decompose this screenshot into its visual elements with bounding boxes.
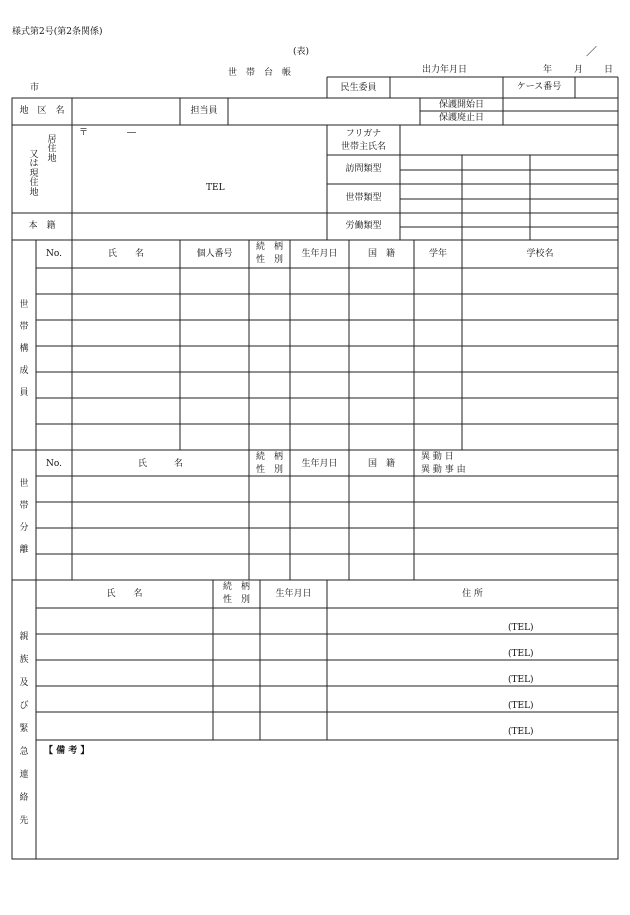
members-birth-header: 生年月日 — [301, 249, 338, 259]
labor-type-label: 労働類型 — [345, 221, 382, 231]
relative-tel-label: (TEL) — [508, 701, 534, 711]
relative-tel-label: (TEL) — [508, 727, 534, 737]
month-label: 月 — [574, 65, 584, 75]
district-field[interactable] — [73, 99, 179, 124]
members-sex-header: 性 別 — [255, 255, 283, 265]
welfare-officer-label: 民生委員 — [340, 83, 377, 93]
members-no-header: No. — [46, 249, 62, 259]
separated-section-label: 世 帯 分 離 — [19, 479, 29, 555]
separated-no-header: No. — [46, 459, 62, 469]
address-tel-label: TEL — [206, 183, 225, 193]
address-label-line1: 又 は 現 住 地 — [29, 150, 39, 198]
case-number-field[interactable] — [575, 78, 617, 97]
separated-relation-header: 続 柄 — [255, 452, 283, 462]
relatives-name-header: 氏 名 — [106, 589, 143, 599]
relatives-relation-header: 続 柄 — [222, 582, 250, 592]
relatives-birth-header: 生年月日 — [275, 589, 312, 599]
members-my-number-header: 個人番号 — [196, 249, 233, 259]
members-section-label: 世 帯 構 成 員 — [19, 300, 29, 398]
separated-table-body[interactable] — [37, 477, 617, 579]
district-label: 地 区 名 — [19, 106, 65, 116]
year-label: 年 — [543, 65, 553, 75]
relatives-section-label: 親 族 及 び 緊 急 連 絡 先 — [19, 632, 29, 826]
honseki-field[interactable] — [73, 214, 326, 239]
household-type-label: 世帯類型 — [345, 193, 382, 203]
city-label: 市 — [30, 83, 40, 93]
day-label: 日 — [604, 65, 614, 75]
postal-dash: ― — [127, 128, 136, 138]
remarks-field[interactable] — [37, 760, 617, 858]
relatives-address-header: 住 所 — [462, 589, 483, 599]
welfare-officer-field[interactable] — [390, 78, 503, 97]
relatives-sex-header: 性 別 — [222, 595, 250, 605]
output-date-label: 出力年月日 — [422, 65, 468, 75]
slash-mark: ／ — [586, 45, 597, 58]
separated-nationality-header: 国 籍 — [367, 459, 395, 469]
members-nationality-header: 国 籍 — [367, 249, 395, 259]
relative-tel-label: (TEL) — [508, 623, 534, 633]
form-title: 世 帯 台 帳 — [228, 68, 292, 78]
separated-change-date-header: 異 動 日 — [421, 452, 454, 462]
members-name-header: 氏 名 — [107, 249, 144, 259]
form-side-label: (表) — [293, 47, 310, 57]
relatives-table-body[interactable] — [37, 609, 617, 739]
postal-mark: 〒 — [79, 128, 89, 138]
protection-end-label: 保護廃止日 — [438, 113, 484, 123]
visit-type-label: 訪問類型 — [345, 164, 382, 174]
members-table-body[interactable] — [37, 269, 617, 449]
protection-start-field[interactable] — [504, 99, 617, 110]
case-number-label: ケース番号 — [516, 82, 562, 92]
remarks-label: 【 備 考 】 — [44, 746, 90, 756]
relative-tel-label: (TEL) — [508, 649, 534, 659]
relative-tel-label: (TEL) — [508, 675, 534, 685]
address-field[interactable] — [73, 126, 326, 212]
head-name-label: 世帯主氏名 — [340, 142, 386, 152]
members-relation-header: 続 柄 — [255, 242, 283, 252]
separated-name-header: 氏 名 — [137, 459, 183, 469]
caseworker-label: 担当員 — [190, 106, 218, 116]
separated-change-reason-header: 異 動 事 由 — [421, 465, 466, 475]
furigana-label: フリガナ — [345, 129, 382, 139]
members-grade-header: 学年 — [428, 249, 447, 259]
protection-end-field[interactable] — [504, 112, 617, 124]
caseworker-field[interactable] — [229, 99, 419, 124]
address-label-line2: 居 住 地 — [47, 135, 57, 164]
protection-start-label: 保護開始日 — [438, 100, 484, 110]
honseki-label: 本 籍 — [28, 221, 56, 231]
separated-birth-header: 生年月日 — [301, 459, 338, 469]
separated-sex-header: 性 別 — [255, 465, 283, 475]
form-number: 様式第2号(第2条関係) — [12, 27, 103, 37]
head-name-field[interactable] — [401, 126, 617, 154]
members-school-header: 学校名 — [526, 249, 554, 259]
